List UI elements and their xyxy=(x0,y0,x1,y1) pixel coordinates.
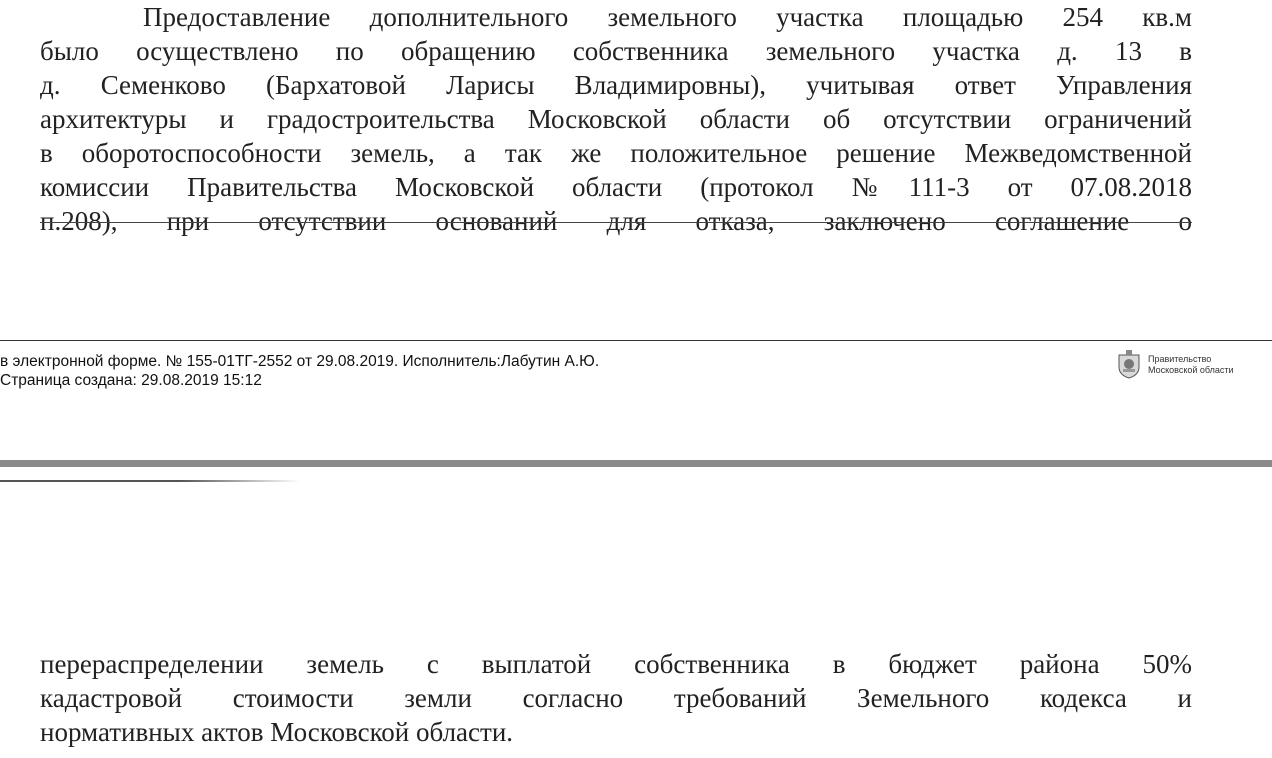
electronic-document-footer xyxy=(0,340,1272,401)
paragraph-line: архитектуры и градостроительства Московской области об отсутствии ограничений xyxy=(40,104,1192,134)
coat-of-arms-icon xyxy=(1116,349,1142,379)
paragraph-line: в оборотоспособности земель, а так же положительное решение Межведомственной xyxy=(40,138,1192,168)
paragraph-line: было осуществлено по обращению собственника земельного участка д. 13 в xyxy=(40,36,1192,66)
page-separator xyxy=(0,460,1272,467)
document-paragraph-top xyxy=(40,0,1192,238)
paragraph-line: перераспределении земель с выплатой собственника в бюджет района 50% xyxy=(40,649,1192,679)
paragraph-line: комиссии Правительства Московской области (протокол №111-3 от 07.08.2018 xyxy=(40,172,1192,202)
paragraph-line-struck: п.208), при отсутствии оснований для отказа, заключено соглашение о xyxy=(40,206,1192,236)
footer-document-number: в электронной форме. № 155-01ТГ-2552 от 29.08.2019. Исполнитель:Лабутин А.Ю. xyxy=(0,353,600,370)
paragraph-line: д. Семенково (Бархатовой Ларисы Владимировны), учитывая ответ Управления xyxy=(40,70,1192,100)
scan-artifact-line xyxy=(0,480,300,482)
government-logo-text xyxy=(1148,354,1234,376)
logo-line: Московской области xyxy=(1148,365,1234,375)
paragraph-line: кадастровой стоимости земли согласно требований Земельного кодекса и xyxy=(40,683,1192,713)
footer-info xyxy=(0,352,599,390)
logo-line: Правительство xyxy=(1148,354,1212,364)
document-paragraph-bottom xyxy=(40,647,1192,749)
paragraph-line: Предоставление дополнительного земельного участка площадью 254 кв.м xyxy=(143,2,1192,32)
footer-created-date: Страница создана: 29.08.2019 15:12 xyxy=(0,372,262,389)
paragraph-line: нормативных актов Московской области. xyxy=(40,717,514,747)
